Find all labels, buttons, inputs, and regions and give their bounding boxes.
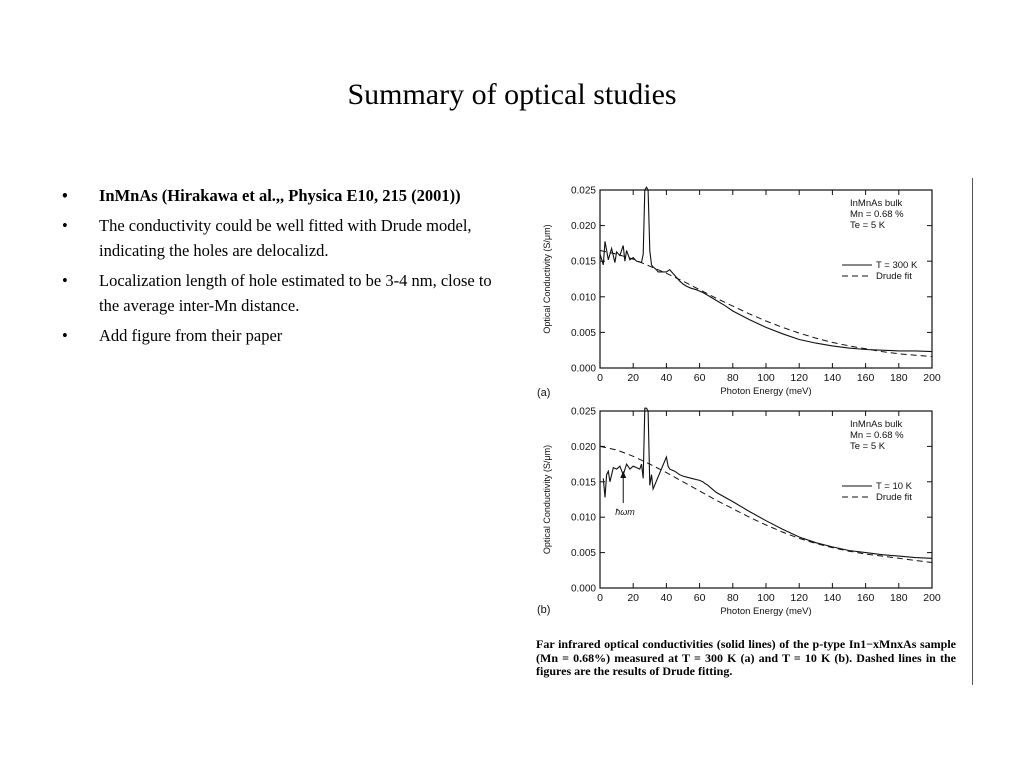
panel-a-ytick-label: 0.000 (570, 363, 596, 375)
panel-a-xtick-label: 0 (597, 372, 603, 384)
bullet-list (60, 183, 495, 353)
panel-b-xtick-label: 140 (823, 592, 842, 604)
slide-title: Summary of optical studies (347, 78, 677, 111)
panel-b-ytick-label: 0.010 (570, 512, 596, 524)
panel-a-xtick-label: 40 (660, 372, 673, 384)
panel-a-ytick-label: 0.010 (570, 292, 596, 304)
panel-b-xtick-label: 100 (757, 592, 775, 604)
panel-a-xtick-label: 120 (790, 372, 808, 384)
panel-a-legend-label: T = 300 K (876, 260, 918, 271)
panel-a-ytick-label: 0.025 (570, 185, 596, 197)
panel-b-legend-label: Drude fit (876, 492, 912, 503)
panel-a-ytick-label: 0.020 (570, 221, 596, 233)
panel-b-annotation-line: Mn = 0.68 % (850, 430, 904, 441)
panel-b-arrow-head (620, 471, 626, 478)
panel-a-xtick-label: 80 (726, 372, 739, 384)
panel-a-xtick-label: 160 (856, 372, 875, 384)
panel-b-xtick-label: 0 (597, 592, 603, 604)
panel-b-legend-label: T = 10 K (876, 481, 913, 492)
panel-b-ytick-label: 0.020 (570, 441, 596, 453)
panel-a-xtick-label: 140 (823, 372, 842, 384)
bullet-item-drude-fit: • The conductivity could be well fitted with Drude model, indicating the holes are delocalizd. (60, 213, 495, 263)
panel-b-series-drude-fit (600, 446, 932, 562)
panel-a-xtick-label: 100 (757, 372, 775, 384)
panel-b-annotation-line: InMnAs bulk (850, 419, 903, 430)
panel-a-xtick-label: 180 (890, 372, 908, 384)
panel-a-annotation-line: Te = 5 K (850, 220, 886, 231)
conductivity-plots (527, 178, 975, 638)
panel-a-annotation-line: InMnAs bulk (850, 198, 903, 209)
figure-caption: Far infrared optical conductivities (solid lines) of the p-type In1−xMnxAs sample (Mn = 0.68%) measured at T = 300 K (a) and T = 10 K (b). Dashed lines in the figures are the results of Drude fitting. (536, 637, 956, 679)
bullet-item-localization: • Localization length of hole estimated to be 3-4 nm, close to the average inter-Mn distance. (60, 268, 495, 318)
figure-border-line (972, 178, 973, 685)
panel-b-xtick-label: 200 (923, 592, 941, 604)
panel-b-label: (b) (537, 604, 551, 616)
panel-b-ytick-label: 0.015 (570, 477, 596, 489)
panel-b-ytick-label: 0.025 (570, 406, 596, 418)
panel-b-arrow-label: ħωm (615, 507, 635, 517)
panel-a-xlabel: Photon Energy (meV) (720, 386, 812, 397)
bullet-item-reference: • InMnAs (Hirakawa et al.,, Physica E10, 215 (2001)) (60, 183, 495, 208)
panel-a-legend-label: Drude fit (876, 271, 912, 282)
panel-a-xtick-label: 20 (627, 372, 640, 384)
panel-b-ytick-label: 0.005 (570, 548, 596, 560)
panel-a-ylabel: Optical Conductivity (S/μm) (542, 224, 552, 334)
panel-a-ytick-label: 0.005 (570, 327, 596, 339)
panel-b-ytick-label: 0.000 (570, 583, 596, 595)
panel-b-xtick-label: 120 (790, 592, 808, 604)
panel-b-xtick-label: 180 (890, 592, 908, 604)
panel-b-xlabel: Photon Energy (meV) (720, 606, 812, 617)
panel-a-label: (a) (537, 387, 551, 399)
panel-b-xtick-label: 40 (660, 592, 673, 604)
panel-a-xtick-label: 200 (923, 372, 941, 384)
panel-a-annotation-line: Mn = 0.68 % (850, 209, 904, 220)
panel-b-xtick-label: 80 (726, 592, 739, 604)
bullet-item-add-figure: • Add figure from their paper (60, 323, 495, 348)
paper-figure (527, 178, 975, 688)
panel-b-ylabel: Optical Conductivity (S/μm) (542, 444, 552, 555)
panel-b-xtick-label: 60 (693, 592, 706, 604)
panel-a-ytick-label: 0.015 (570, 256, 596, 268)
panel-a-xtick-label: 60 (693, 372, 706, 384)
panel-b-annotation-line: Te = 5 K (850, 441, 886, 452)
panel-b-xtick-label: 20 (627, 592, 640, 604)
panel-b-xtick-label: 160 (856, 592, 875, 604)
